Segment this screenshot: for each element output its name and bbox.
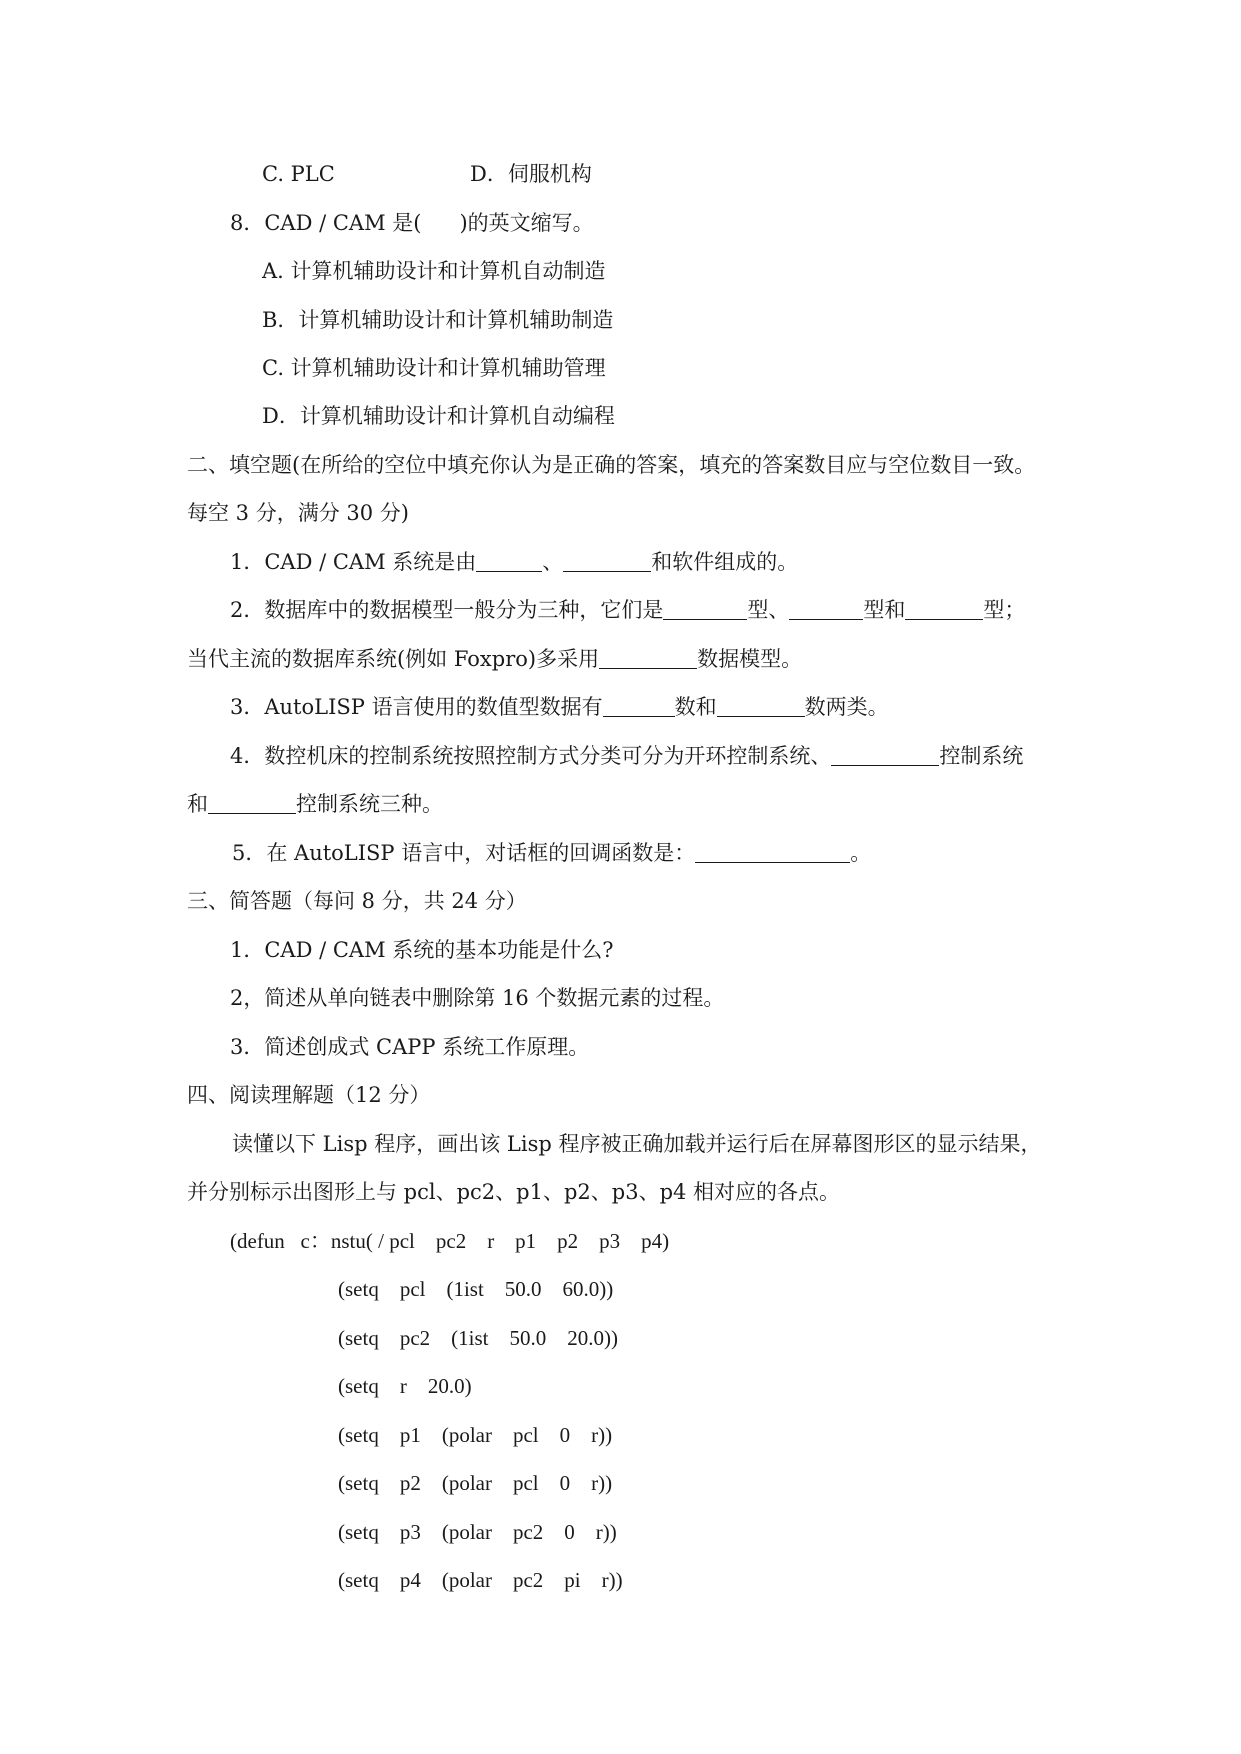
fill-q3-blank-1 <box>603 696 675 717</box>
fill-q4-line2 <box>187 791 443 817</box>
fill-q5-text-b: 。 <box>850 841 872 865</box>
fill-q4-text-c: 和 <box>187 792 208 816</box>
q8-option-b: B．计算机辅助设计和计算机辅助制造 <box>262 308 614 332</box>
q8-stem <box>230 210 594 236</box>
q8-option-a: A. 计算机辅助设计和计算机自动制造 <box>262 259 606 283</box>
fill-q2-blank-2 <box>789 599 863 620</box>
code-line-setq-p1: (setq p1 (polar pcl 0 r)) <box>338 1423 613 1447</box>
q8-option-c: C. 计算机辅助设计和计算机辅助管理 <box>262 356 606 380</box>
code-line-setq-pc2: (setq pc2 (1ist 50.0 20.0)) <box>338 1326 618 1350</box>
fill-q3 <box>230 694 889 720</box>
fill-q3-text-b: 数和 <box>674 695 717 719</box>
fill-q2 <box>230 597 1025 623</box>
short-answer-q1: 1．CAD / CAM 系统的基本功能是什么? <box>230 938 614 962</box>
fill-q2-text-f: 数据模型。 <box>697 647 803 671</box>
fill-q1 <box>230 549 798 575</box>
q8-stem-b: )的英文缩写。 <box>459 211 594 235</box>
fill-q3-text-a: 3．AutoLISP 语言使用的数值型数据有 <box>230 695 603 719</box>
fill-q3-text-c: 数两类。 <box>804 695 889 719</box>
section2-heading-2: 每空 3 分，满分 30 分) <box>187 501 409 525</box>
code-line-setq-r: (setq r 20.0) <box>338 1374 472 1398</box>
section4-intro-2: 并分别标示出图形上与 pcl、pc2、p1、p2、p3、p4 相对应的各点。 <box>187 1180 841 1204</box>
fill-q2-line2 <box>187 646 802 672</box>
fill-q2-blank-4 <box>599 648 697 669</box>
fill-q3-blank-2 <box>717 696 805 717</box>
fill-q2-text-a: 2．数据库中的数据模型一般分为三种，它们是 <box>230 598 664 622</box>
section2-heading-1: 二、填空题(在所给的空位中填充你认为是正确的答案，填充的答案数目应与空位数目一致。 <box>187 453 1036 477</box>
fill-q1-blank-2 <box>563 551 651 572</box>
short-answer-q3: 3．简述创成式 CAPP 系统工作原理。 <box>230 1035 590 1059</box>
code-line-setq-p2: (setq p2 (polar pcl 0 r)) <box>338 1471 613 1495</box>
fill-q5-blank-1 <box>695 842 850 863</box>
fill-q4 <box>230 743 1023 769</box>
section3-heading: 三、简答题（每问 8 分，共 24 分） <box>187 889 527 913</box>
fill-q5-text-a: 5．在 AutoLISP 语言中，对话框的回调函数是： <box>232 841 696 865</box>
fill-q1-text-a: 1．CAD / CAM 系统是由 <box>230 550 477 574</box>
short-answer-q2: 2，简述从单向链表中删除第 16 个数据元素的过程。 <box>230 986 725 1010</box>
code-line-setq-pcl: (setq pcl (1ist 50.0 60.0)) <box>338 1277 614 1301</box>
fill-q2-text-d: 型； <box>983 598 1026 622</box>
fill-q1-blank-1 <box>476 551 542 572</box>
code-line-setq-p4: (setq p4 (polar pc2 pi r)) <box>338 1568 623 1592</box>
fill-q1-text-c: 和软件组成的。 <box>651 550 799 574</box>
fill-q4-blank-2 <box>208 793 296 814</box>
fill-q2-blank-3 <box>905 599 983 620</box>
fill-q4-blank-1 <box>831 745 939 766</box>
q8-option-d: D．计算机辅助设计和计算机自动编程 <box>262 404 615 428</box>
fill-q5 <box>232 840 871 866</box>
fill-q4-text-d: 控制系统三种。 <box>296 792 443 816</box>
code-line-setq-p3: (setq p3 (polar pc2 0 r)) <box>338 1520 617 1544</box>
q8-stem-a: 8．CAD / CAM 是( <box>230 211 422 235</box>
fill-q2-text-b: 型、 <box>747 598 790 622</box>
section4-heading: 四、阅读理解题（12 分） <box>187 1083 431 1107</box>
fill-q2-text-c: 型和 <box>863 598 906 622</box>
q7-option-c: C. PLC <box>262 162 335 186</box>
fill-q1-text-b: 、 <box>542 550 564 574</box>
fill-q2-text-e: 当代主流的数据库系统(例如 Foxpro)多采用 <box>187 647 600 671</box>
q7-option-d: D．伺服机构 <box>470 162 592 186</box>
fill-q2-blank-1 <box>663 599 747 620</box>
fill-q4-text-b: 控制系统 <box>939 744 1024 768</box>
code-line-defun: (defun c：nstu( / pcl pc2 r p1 p2 p3 p4) <box>230 1229 670 1253</box>
section4-intro-1: 读懂以下 Lisp 程序，画出该 Lisp 程序被正确加载并运行后在屏幕图形区的显示结果， <box>232 1132 1042 1156</box>
fill-q4-text-a: 4．数控机床的控制系统按照控制方式分类可分为开环控制系统、 <box>230 744 832 768</box>
